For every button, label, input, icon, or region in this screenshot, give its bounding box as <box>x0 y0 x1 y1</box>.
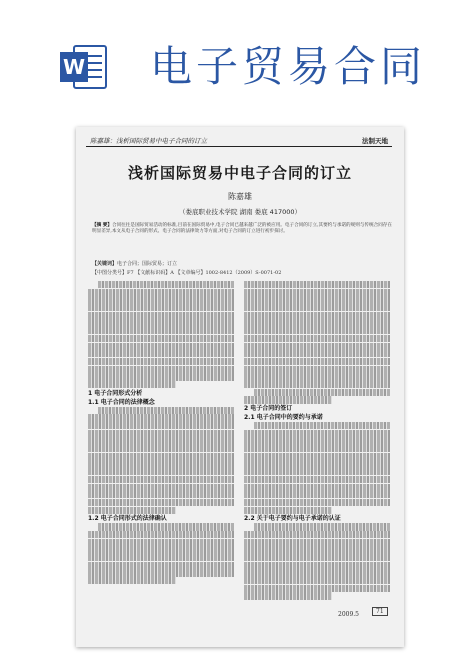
text-line <box>244 335 390 342</box>
text-line <box>98 281 234 288</box>
text-line <box>88 577 176 584</box>
body-column-right <box>244 281 390 611</box>
text-line <box>88 430 234 437</box>
subsection-heading: 1.1 电子合同的法律概念 <box>88 398 155 406</box>
text-line <box>244 546 390 553</box>
text-line <box>244 312 390 319</box>
author-affiliation: （娄底职业技术学院 湖南 娄底 417000） <box>178 208 301 216</box>
text-line <box>88 358 234 365</box>
text-line <box>88 422 234 429</box>
text-line <box>88 289 234 296</box>
word-letter: W <box>62 55 86 79</box>
text-line <box>254 422 390 429</box>
text-line <box>244 366 390 373</box>
text-line <box>88 546 234 553</box>
footer-year: 2009.5 <box>338 611 359 618</box>
keywords-label: 【关键词】 <box>92 261 118 267</box>
abstract-label: 【摘 要】 <box>92 223 112 228</box>
text-line <box>88 381 176 388</box>
text-line <box>88 554 234 561</box>
text-line <box>244 350 390 357</box>
text-line <box>254 523 390 530</box>
text-line <box>88 343 234 350</box>
text-line <box>88 491 234 498</box>
text-line <box>244 327 390 334</box>
text-line <box>244 430 390 437</box>
text-line <box>244 296 390 303</box>
text-line <box>244 577 390 584</box>
text-line <box>244 531 390 538</box>
text-line <box>88 304 234 311</box>
text-line <box>244 373 390 380</box>
text-line <box>88 312 234 319</box>
text-line <box>244 289 390 296</box>
document-page <box>76 127 404 647</box>
text-line <box>244 476 390 483</box>
text-line <box>88 366 234 373</box>
page-number: 71 <box>372 607 388 616</box>
text-line <box>88 499 234 506</box>
banner <box>0 0 474 112</box>
text-line <box>244 569 390 576</box>
running-head-right: 法制天地 <box>362 137 388 145</box>
subsection-heading: 2.1 电子合同中的要约与承诺 <box>244 414 323 421</box>
text-line <box>98 523 234 530</box>
text-line <box>244 507 332 514</box>
text-line <box>88 445 234 452</box>
text-line <box>244 554 390 561</box>
section-heading: 1 电子合同形式分析 <box>88 389 143 397</box>
text-line <box>88 531 234 538</box>
classification-line: 【中图分类号】F7 【文献标识码】A 【文章编号】1002-8412（2009）S-0071-02 <box>92 270 282 276</box>
text-line <box>88 335 234 342</box>
text-line <box>244 281 390 288</box>
text-line <box>88 350 234 357</box>
body-column-left <box>88 281 234 611</box>
text-line <box>244 381 390 388</box>
text-line <box>88 484 234 491</box>
text-line <box>244 343 390 350</box>
text-line <box>88 296 234 303</box>
text-line <box>88 562 234 569</box>
text-line <box>244 445 390 452</box>
text-line <box>244 562 390 569</box>
subsection-heading: 2.2 关于电子要约与电子承诺的认证 <box>244 515 341 523</box>
text-line <box>88 373 234 380</box>
text-line <box>244 319 390 326</box>
text-line <box>244 437 390 444</box>
text-line <box>88 327 234 334</box>
text-line <box>88 539 234 546</box>
keywords-text: 电子合同；国际贸易；订立 <box>117 261 178 267</box>
subsection-heading: 1.2 电子合同形式的法律确认 <box>88 515 167 523</box>
keywords <box>92 261 392 268</box>
text-line <box>88 453 234 460</box>
abstract <box>92 223 392 235</box>
text-line <box>244 484 390 491</box>
section-heading: 2 电子合同的签订 <box>244 405 293 412</box>
text-line <box>244 460 390 467</box>
text-line <box>88 460 234 467</box>
text-line <box>244 491 390 498</box>
text-line <box>244 585 390 592</box>
abstract-text: 合同往往是国际贸易活动的标准,目前在国际贸易中,电子合同已越来越广泛的被应用。电子合同的订立,其要约与承诺的规则与传统合同存在明显差异,本文从电子合同的形式、电子合同的法律效力等方面,对电子合同的订立进行初步探讨。 <box>92 223 392 235</box>
author-name: 陈嘉雄 <box>228 192 252 201</box>
document-title: 电子贸易合同 <box>150 42 427 91</box>
text-line <box>88 319 234 326</box>
text-line <box>98 407 234 414</box>
running-head <box>86 135 392 147</box>
article-title: 浅析国际贸易中电子合同的订立 <box>127 164 352 182</box>
text-line <box>244 499 390 506</box>
text-line <box>88 507 176 514</box>
text-line <box>254 389 390 396</box>
text-line <box>244 539 390 546</box>
text-line <box>244 453 390 460</box>
text-line <box>88 468 234 475</box>
word-document-icon <box>58 42 108 92</box>
text-line <box>88 437 234 444</box>
text-line <box>88 569 234 576</box>
text-line <box>244 592 332 599</box>
text-line <box>88 476 234 483</box>
text-line <box>244 304 390 311</box>
running-head-left: 陈嘉雄：浅析国际贸易中电子合同的订立 <box>90 137 207 145</box>
text-line <box>88 414 234 421</box>
text-line <box>244 396 332 403</box>
text-line <box>244 468 390 475</box>
text-line <box>244 358 390 365</box>
